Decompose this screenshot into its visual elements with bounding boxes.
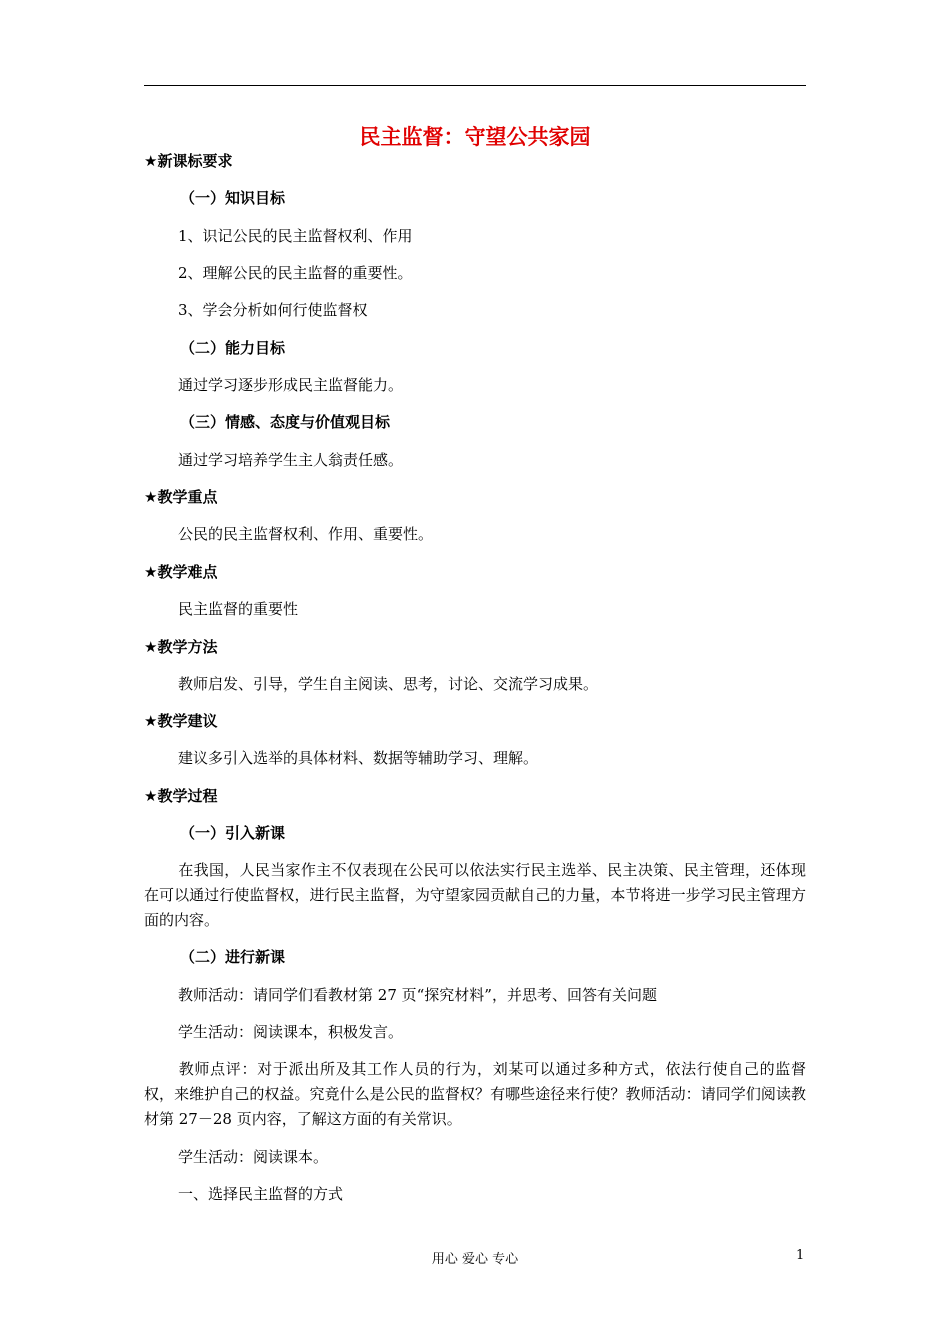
header-rule bbox=[144, 85, 806, 86]
subheading-knowledge: （一）知识目标 bbox=[180, 189, 286, 207]
knowledge-item-1: 1、识记公民的民主监督权利、作用 bbox=[178, 227, 413, 245]
knowledge-item-3: 3、学会分析如何行使监督权 bbox=[178, 301, 368, 319]
emotion-text: 通过学习培养学生主人翁责任感。 bbox=[178, 451, 404, 469]
page-number: 1 bbox=[796, 1248, 805, 1263]
heading-standard: ★新课标要求 bbox=[144, 152, 233, 170]
heading-focus: ★教学重点 bbox=[144, 488, 218, 506]
subheading-emotion: （三）情感、态度与价值观目标 bbox=[180, 413, 391, 431]
teacher-activity-1: 教师活动：请同学们看教材第 27 页“探究材料”，并思考、回答有关问题 bbox=[178, 986, 657, 1004]
heading-difficulty: ★教学难点 bbox=[144, 563, 218, 581]
suggestion-text: 建议多引入选举的具体材料、数据等辅助学习、理解。 bbox=[178, 749, 539, 767]
page-title: 民主监督：守望公共家园 bbox=[359, 125, 591, 149]
heading-suggestion: ★教学建议 bbox=[144, 712, 218, 730]
intro-paragraph: 在我国，人民当家作主不仅表现在公民可以依法实行民主选举、民主决策、民主管理，还体现在可以通过行使监督权，进行民主监督，为守望家园贡献自己的力量，本节将进一步学习民主管理方面的内容。 bbox=[144, 861, 806, 929]
subheading-ability: （二）能力目标 bbox=[180, 339, 286, 357]
student-activity-2: 学生活动：阅读课本。 bbox=[178, 1148, 329, 1166]
knowledge-item-2: 2、理解公民的民主监督的重要性。 bbox=[178, 264, 413, 282]
teacher-comment-paragraph: 教师点评：对于派出所及其工作人员的行为，刘某可以通过多种方式，依法行使自己的监督权，来维护自己的权益。究竟什么是公民的监督权？有哪些途径来行使？教师活动：请同学们阅读教材第 27－28 页内容，了解这方面的有关常识。 bbox=[144, 1060, 806, 1128]
section-1-heading: 一、选择民主监督的方式 bbox=[178, 1185, 344, 1203]
student-activity-1: 学生活动：阅读课本，积极发言。 bbox=[178, 1023, 404, 1041]
focus-text: 公民的民主监督权利、作用、重要性。 bbox=[178, 525, 434, 543]
method-text: 教师启发、引导，学生自主阅读、思考，讨论、交流学习成果。 bbox=[178, 675, 599, 693]
subheading-new-lesson: （二）进行新课 bbox=[180, 948, 286, 966]
heading-process: ★教学过程 bbox=[144, 787, 218, 805]
subheading-intro: （一）引入新课 bbox=[180, 824, 286, 842]
difficulty-text: 民主监督的重要性 bbox=[178, 600, 299, 618]
ability-text: 通过学习逐步形成民主监督能力。 bbox=[178, 376, 404, 394]
page-footer: 用心 爱心 专心 bbox=[431, 1252, 519, 1267]
heading-method: ★教学方法 bbox=[144, 638, 218, 656]
